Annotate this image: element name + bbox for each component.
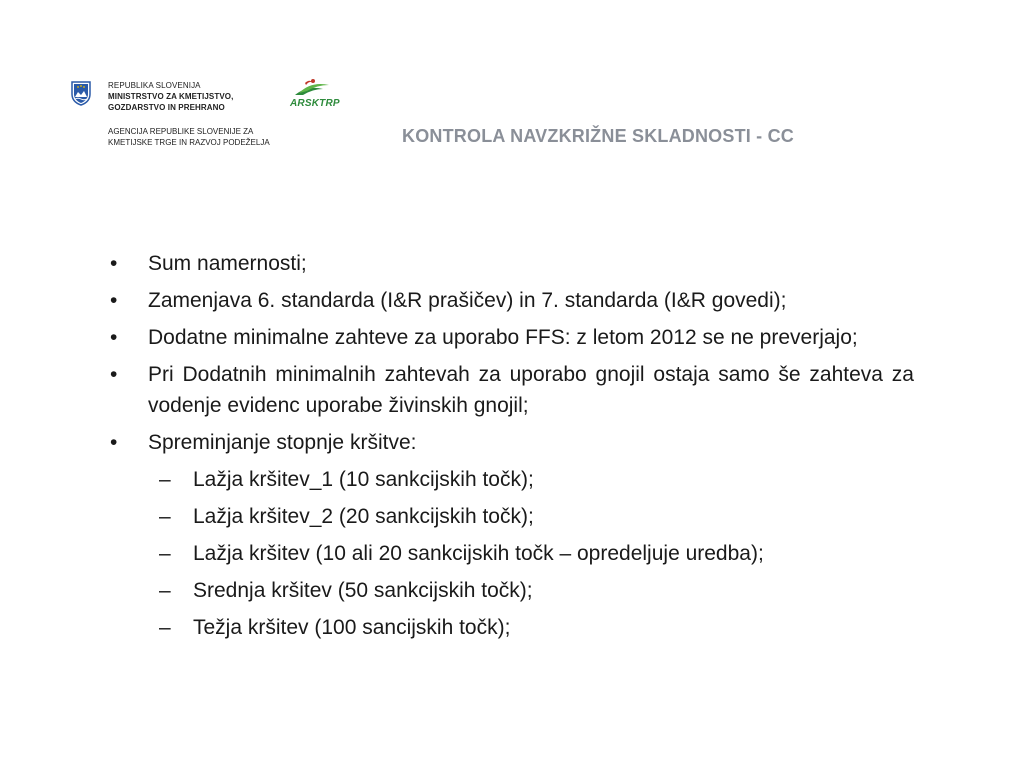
bullet-marker: • <box>110 431 118 454</box>
slide-title: KONTROLA NAVZKRIŽNE SKLADNOSTI - CC <box>402 126 794 146</box>
bullet-text: Sum namernosti; <box>148 252 307 275</box>
coat-of-arms-icon <box>70 80 92 106</box>
sub-marker: – <box>159 468 171 491</box>
sub-list-item <box>108 612 914 643</box>
sub-item-text: Težja kršitev (100 sancijskih točk); <box>193 616 511 639</box>
bullet-item <box>108 248 914 279</box>
bullet-item <box>108 359 914 421</box>
agency-line-1: AGENCIJA REPUBLIKE SLOVENIJE ZA <box>108 127 254 136</box>
bullet-marker: • <box>110 326 118 349</box>
sub-item-text: Lažja kršitev_2 (20 sankcijskih točk); <box>193 505 534 528</box>
arsktrp-logo-text: ARSKTRP <box>290 98 340 109</box>
sub-item-text: Lažja kršitev_1 (10 sankcijskih točk); <box>193 468 534 491</box>
sub-item-text: Lažja kršitev (10 ali 20 sankcijskih točk – opredeljuje uredba); <box>193 542 764 565</box>
agency-line-2: KMETIJSKE TRGE IN RAZVOJ PODEŽELJA <box>108 138 270 147</box>
slide-content <box>108 248 914 649</box>
org-line-1: REPUBLIKA SLOVENIJA <box>108 81 201 90</box>
bullet-marker: • <box>110 289 118 312</box>
sub-marker: – <box>159 505 171 528</box>
bullet-text: Pri Dodatnih minimalnih zahtevah za uporabo gnojil ostaja samo še zahteva za vodenje evidenc uporabe živinskih gnojil; <box>148 363 914 417</box>
agency-header <box>108 126 270 148</box>
sub-marker: – <box>159 579 171 602</box>
sub-marker: – <box>159 616 171 639</box>
bullet-item <box>108 322 914 353</box>
sub-list-item <box>108 575 914 606</box>
bullet-text: Spreminjanje stopnje kršitve: <box>148 431 417 454</box>
bullet-marker: • <box>110 363 118 386</box>
bullet-item <box>108 427 914 458</box>
sub-list-item <box>108 501 914 532</box>
bullet-item <box>108 285 914 316</box>
sub-list-item <box>108 538 914 569</box>
bullet-text: Zamenjava 6. standarda (I&R prašičev) in 7. standarda (I&R govedi); <box>148 289 787 312</box>
bullet-text: Dodatne minimalne zahteve za uporabo FFS: z letom 2012 se ne preverjajo; <box>148 326 858 349</box>
sub-item-text: Srednja kršitev (50 sankcijskih točk); <box>193 579 533 602</box>
org-line-3: GOZDARSTVO IN PREHRANO <box>108 103 225 112</box>
bullet-marker: • <box>110 252 118 275</box>
ministry-header <box>108 80 233 113</box>
org-line-2: MINISTRSTVO ZA KMETIJSTVO, <box>108 92 234 101</box>
sub-marker: – <box>159 542 171 565</box>
sub-list-item <box>108 464 914 495</box>
